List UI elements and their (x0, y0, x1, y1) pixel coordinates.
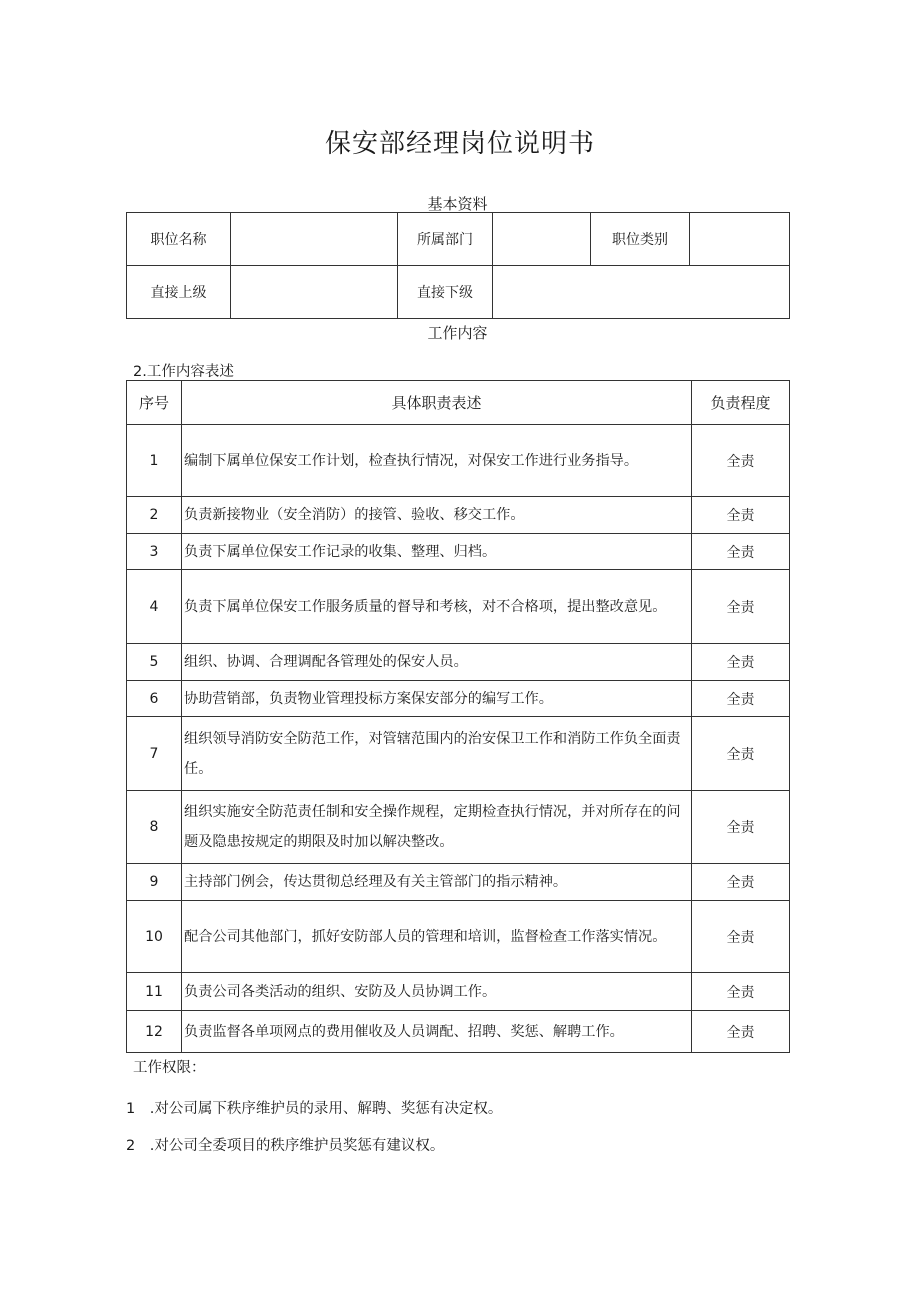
row-description: 配合公司其他部门，抓好安防部人员的管理和培训，监督检查工作落实情况。 (182, 901, 692, 973)
row-description: 组织实施安全防范责任制和安全操作规程，定期检查执行情况，并对所存在的问题及隐患按规定的期限及时加以解决整改。 (182, 791, 692, 864)
row-description: 协助营销部，负责物业管理投标方案保安部分的编写工作。 (182, 681, 692, 717)
direct-superior-label: 直接上级 (127, 266, 231, 319)
table-row (127, 570, 790, 644)
direct-superior-value (231, 266, 398, 319)
duties-table (126, 380, 790, 1053)
row-number: 11 (127, 973, 182, 1011)
row-description: 主持部门例会，传达贯彻总经理及有关主管部门的指示精神。 (182, 864, 692, 901)
row-description: 组织领导消防安全防范工作，对管辖范围内的治安保卫工作和消防工作负全面责任。 (182, 717, 692, 791)
authority-item-1: 1 .对公司属下秩序维护员的录用、解聘、奖惩有决定权。 (126, 1101, 503, 1117)
basic-info-row-1 (127, 213, 790, 266)
table-row (127, 864, 790, 901)
department-value (493, 213, 591, 266)
row-responsibility-level: 全责 (692, 681, 790, 717)
row-responsibility-level: 全责 (692, 791, 790, 864)
work-content-heading: 工作内容 (427, 324, 488, 342)
row-number: 8 (127, 791, 182, 864)
page-title: 保安部经理岗位说明书 (324, 129, 595, 159)
row-number: 3 (127, 534, 182, 570)
column-header-desc: 具体职责表述 (182, 381, 692, 425)
row-description: 负责下属单位保安工作记录的收集、整理、归档。 (182, 534, 692, 570)
basic-info-table (126, 212, 790, 319)
row-number: 7 (127, 717, 182, 791)
table-row (127, 717, 790, 791)
department-label: 所属部门 (398, 213, 493, 266)
position-category-value (690, 213, 790, 266)
row-description: 编制下属单位保安工作计划，检查执行情况，对保安工作进行业务指导。 (182, 425, 692, 497)
row-responsibility-level: 全责 (692, 1011, 790, 1053)
table-row (127, 1011, 790, 1053)
row-number: 1 (127, 425, 182, 497)
position-name-label: 职位名称 (127, 213, 231, 266)
row-responsibility-level: 全责 (692, 534, 790, 570)
table-row (127, 497, 790, 534)
row-description: 组织、协调、合理调配各管理处的保安人员。 (182, 644, 692, 681)
row-description: 负责新接物业（安全消防）的接管、验收、移交工作。 (182, 497, 692, 534)
row-number: 10 (127, 901, 182, 973)
row-responsibility-level: 全责 (692, 425, 790, 497)
authority-heading: 工作权限： (133, 1060, 206, 1076)
row-description: 负责监督各单项网点的费用催收及人员调配、招聘、奖惩、解聘工作。 (182, 1011, 692, 1053)
row-number: 2 (127, 497, 182, 534)
row-number: 9 (127, 864, 182, 901)
table-row (127, 681, 790, 717)
row-number: 5 (127, 644, 182, 681)
basic-info-heading: 基本资料 (427, 195, 488, 213)
row-responsibility-level: 全责 (692, 644, 790, 681)
column-header-level: 负责程度 (692, 381, 790, 425)
row-number: 6 (127, 681, 182, 717)
position-category-label: 职位类别 (591, 213, 690, 266)
duties-header-row (127, 381, 790, 425)
row-responsibility-level: 全责 (692, 570, 790, 644)
row-description: 负责公司各类活动的组织、安防及人员协调工作。 (182, 973, 692, 1011)
table-row (127, 425, 790, 497)
row-responsibility-level: 全责 (692, 901, 790, 973)
table-row (127, 644, 790, 681)
row-responsibility-level: 全责 (692, 717, 790, 791)
table-row (127, 791, 790, 864)
basic-info-row-2 (127, 266, 790, 319)
direct-subordinate-label: 直接下级 (398, 266, 493, 319)
work-content-subheading: 2.工作内容表述 (133, 364, 234, 380)
row-responsibility-level: 全责 (692, 864, 790, 901)
row-description: 负责下属单位保安工作服务质量的督导和考核，对不合格项，提出整改意见。 (182, 570, 692, 644)
row-responsibility-level: 全责 (692, 973, 790, 1011)
row-number: 12 (127, 1011, 182, 1053)
direct-subordinate-value (493, 266, 790, 319)
row-number: 4 (127, 570, 182, 644)
row-responsibility-level: 全责 (692, 497, 790, 534)
authority-item-2: 2 .对公司全委项目的秩序维护员奖惩有建议权。 (126, 1138, 445, 1154)
position-name-value (231, 213, 398, 266)
table-row (127, 973, 790, 1011)
column-header-no: 序号 (127, 381, 182, 425)
table-row (127, 534, 790, 570)
table-row (127, 901, 790, 973)
